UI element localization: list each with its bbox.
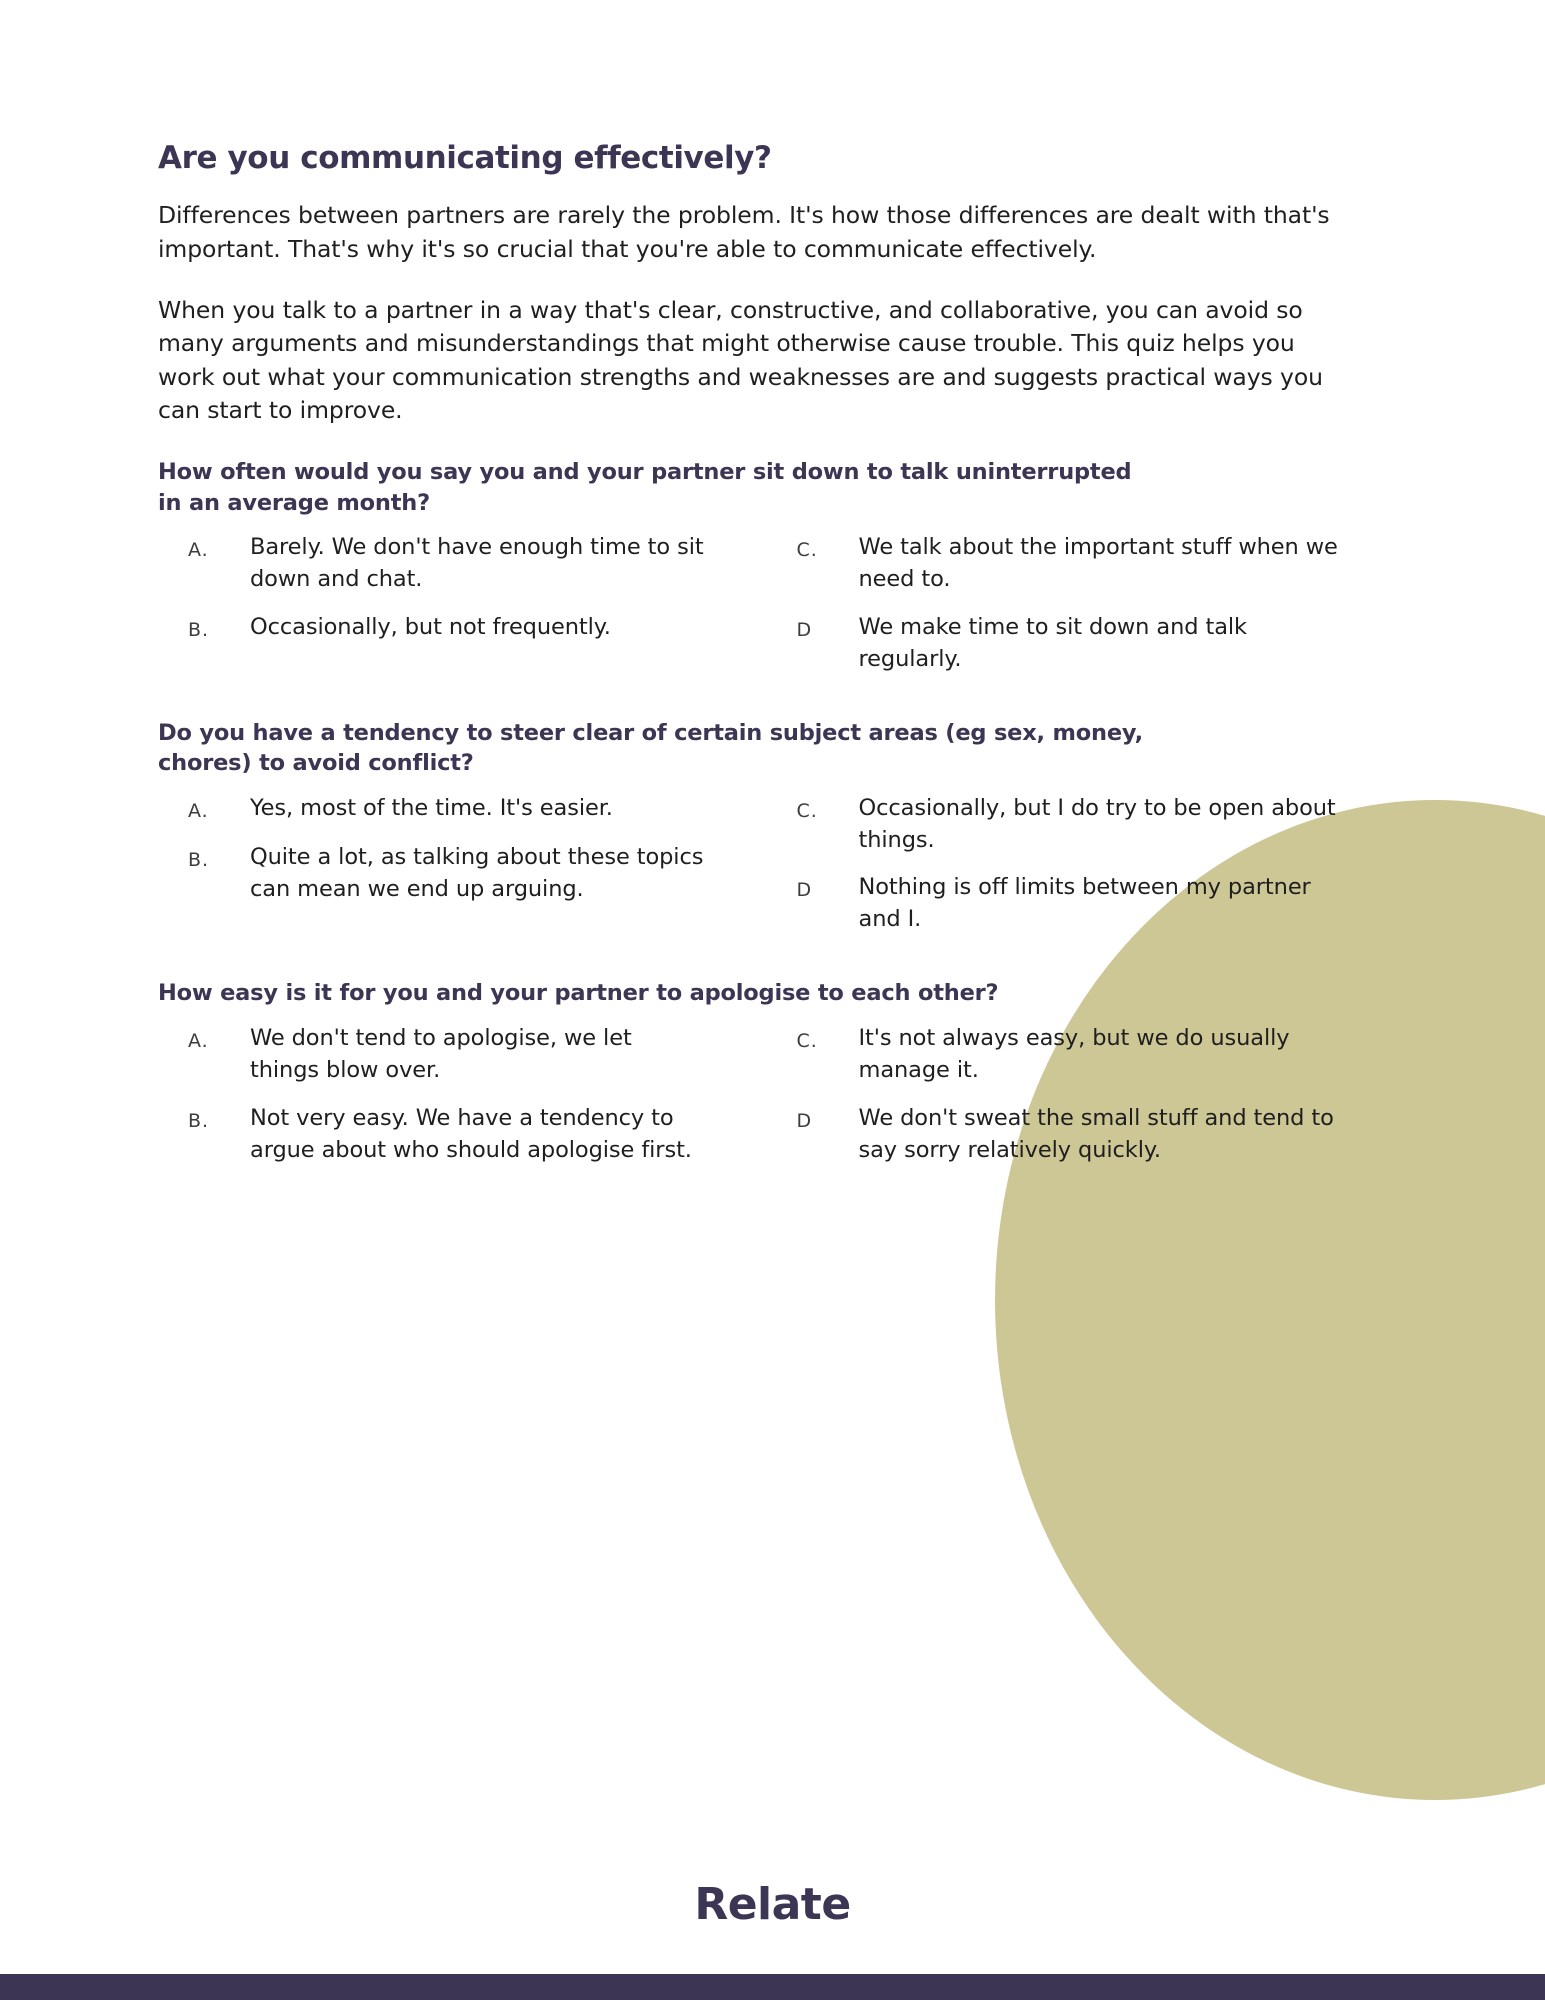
option-letter: C.	[796, 1029, 818, 1052]
option-letter: B.	[188, 849, 210, 872]
question-1-option-c[interactable]	[797, 532, 1356, 596]
question-1-options-right	[767, 532, 1376, 692]
option-letter: C.	[796, 539, 818, 562]
option-letter: B.	[188, 618, 210, 641]
page-title: Are you communicating effectively?	[158, 140, 772, 176]
option-letter: B.	[188, 1109, 210, 1132]
option-text: We don't sweat the small stuff and tend to say sorry relatively quickly.	[858, 1104, 1334, 1163]
question-2-prompt: Do you have a tendency to steer clear of certain subject areas (eg sex, money, chores) to avoid conflict?	[158, 719, 1143, 777]
question-3-option-c[interactable]	[797, 1023, 1356, 1087]
question-3-prompt: How easy is it for you and your partner to apologise to each other?	[158, 980, 999, 1007]
option-text: Barely. We don't have enough time to sit down and chat.	[250, 534, 704, 593]
option-text: Not very easy. We have a tendency to argue about who should apologise first.	[250, 1104, 692, 1163]
option-text: Occasionally, but not frequently.	[250, 613, 611, 640]
option-text: Yes, most of the time. It's easier.	[250, 794, 613, 821]
option-letter: D	[796, 618, 813, 641]
question-2-options-right	[767, 793, 1376, 953]
question-1-option-b[interactable]	[188, 612, 707, 645]
question-3-option-a[interactable]	[188, 1023, 707, 1087]
question-3-options	[158, 1023, 1375, 1183]
option-letter: A.	[188, 1029, 209, 1052]
question-1-option-a[interactable]	[188, 532, 707, 596]
question-1-option-d[interactable]	[797, 612, 1356, 676]
question-2-option-a[interactable]	[188, 793, 707, 826]
question-3-option-d[interactable]	[797, 1103, 1356, 1167]
intro-paragraph-2: When you talk to a partner in a way that's clear, constructive, and collaborative, you can avoid so many arguments and misunderstandings that might otherwise cause trouble. This quiz helps you work out what your communication strengths and weaknesses are and suggests practical ways you can start to improve.	[158, 295, 1323, 424]
option-text: It's not always easy, but we do usually manage it.	[858, 1024, 1290, 1083]
option-text: Quite a lot, as talking about these topics can mean we end up arguing.	[250, 844, 704, 902]
question-3-options-left	[158, 1023, 767, 1183]
footer-bar	[0, 1974, 1545, 2000]
question-2-option-c[interactable]	[797, 793, 1356, 857]
question-3-option-b[interactable]	[188, 1103, 707, 1167]
option-letter: A.	[188, 799, 209, 822]
question-3-options-right	[767, 1023, 1376, 1183]
question-1-options-left	[158, 532, 767, 692]
question-2-options	[158, 793, 1375, 953]
option-text: We talk about the important stuff when we need to.	[858, 534, 1338, 593]
option-text: Nothing is off limits between my partner and I.	[858, 874, 1311, 933]
option-letter: C.	[796, 799, 818, 822]
brand-name: Relate	[694, 1879, 851, 1930]
question-1-options	[158, 532, 1375, 692]
question-1-prompt: How often would you say you and your partner sit down to talk uninterrupted in an average month?	[158, 459, 1132, 516]
brand-logo	[0, 1879, 1545, 1930]
option-letter: D	[796, 879, 813, 902]
intro-paragraph-1: Differences between partners are rarely the problem. It's how those differences are dealt with that's important. That's why it's so crucial that you're able to communicate effectively.	[158, 201, 1330, 263]
option-letter: D	[796, 1109, 813, 1132]
question-2-options-left	[158, 793, 767, 953]
option-text: We make time to sit down and talk regularly.	[858, 613, 1247, 672]
option-text: We don't tend to apologise, we let things blow over.	[250, 1024, 632, 1083]
question-2-option-b[interactable]	[188, 842, 707, 906]
option-letter: A.	[188, 539, 209, 562]
option-text: Occasionally, but I do try to be open about things.	[858, 794, 1336, 853]
question-2-option-d[interactable]	[797, 872, 1356, 936]
